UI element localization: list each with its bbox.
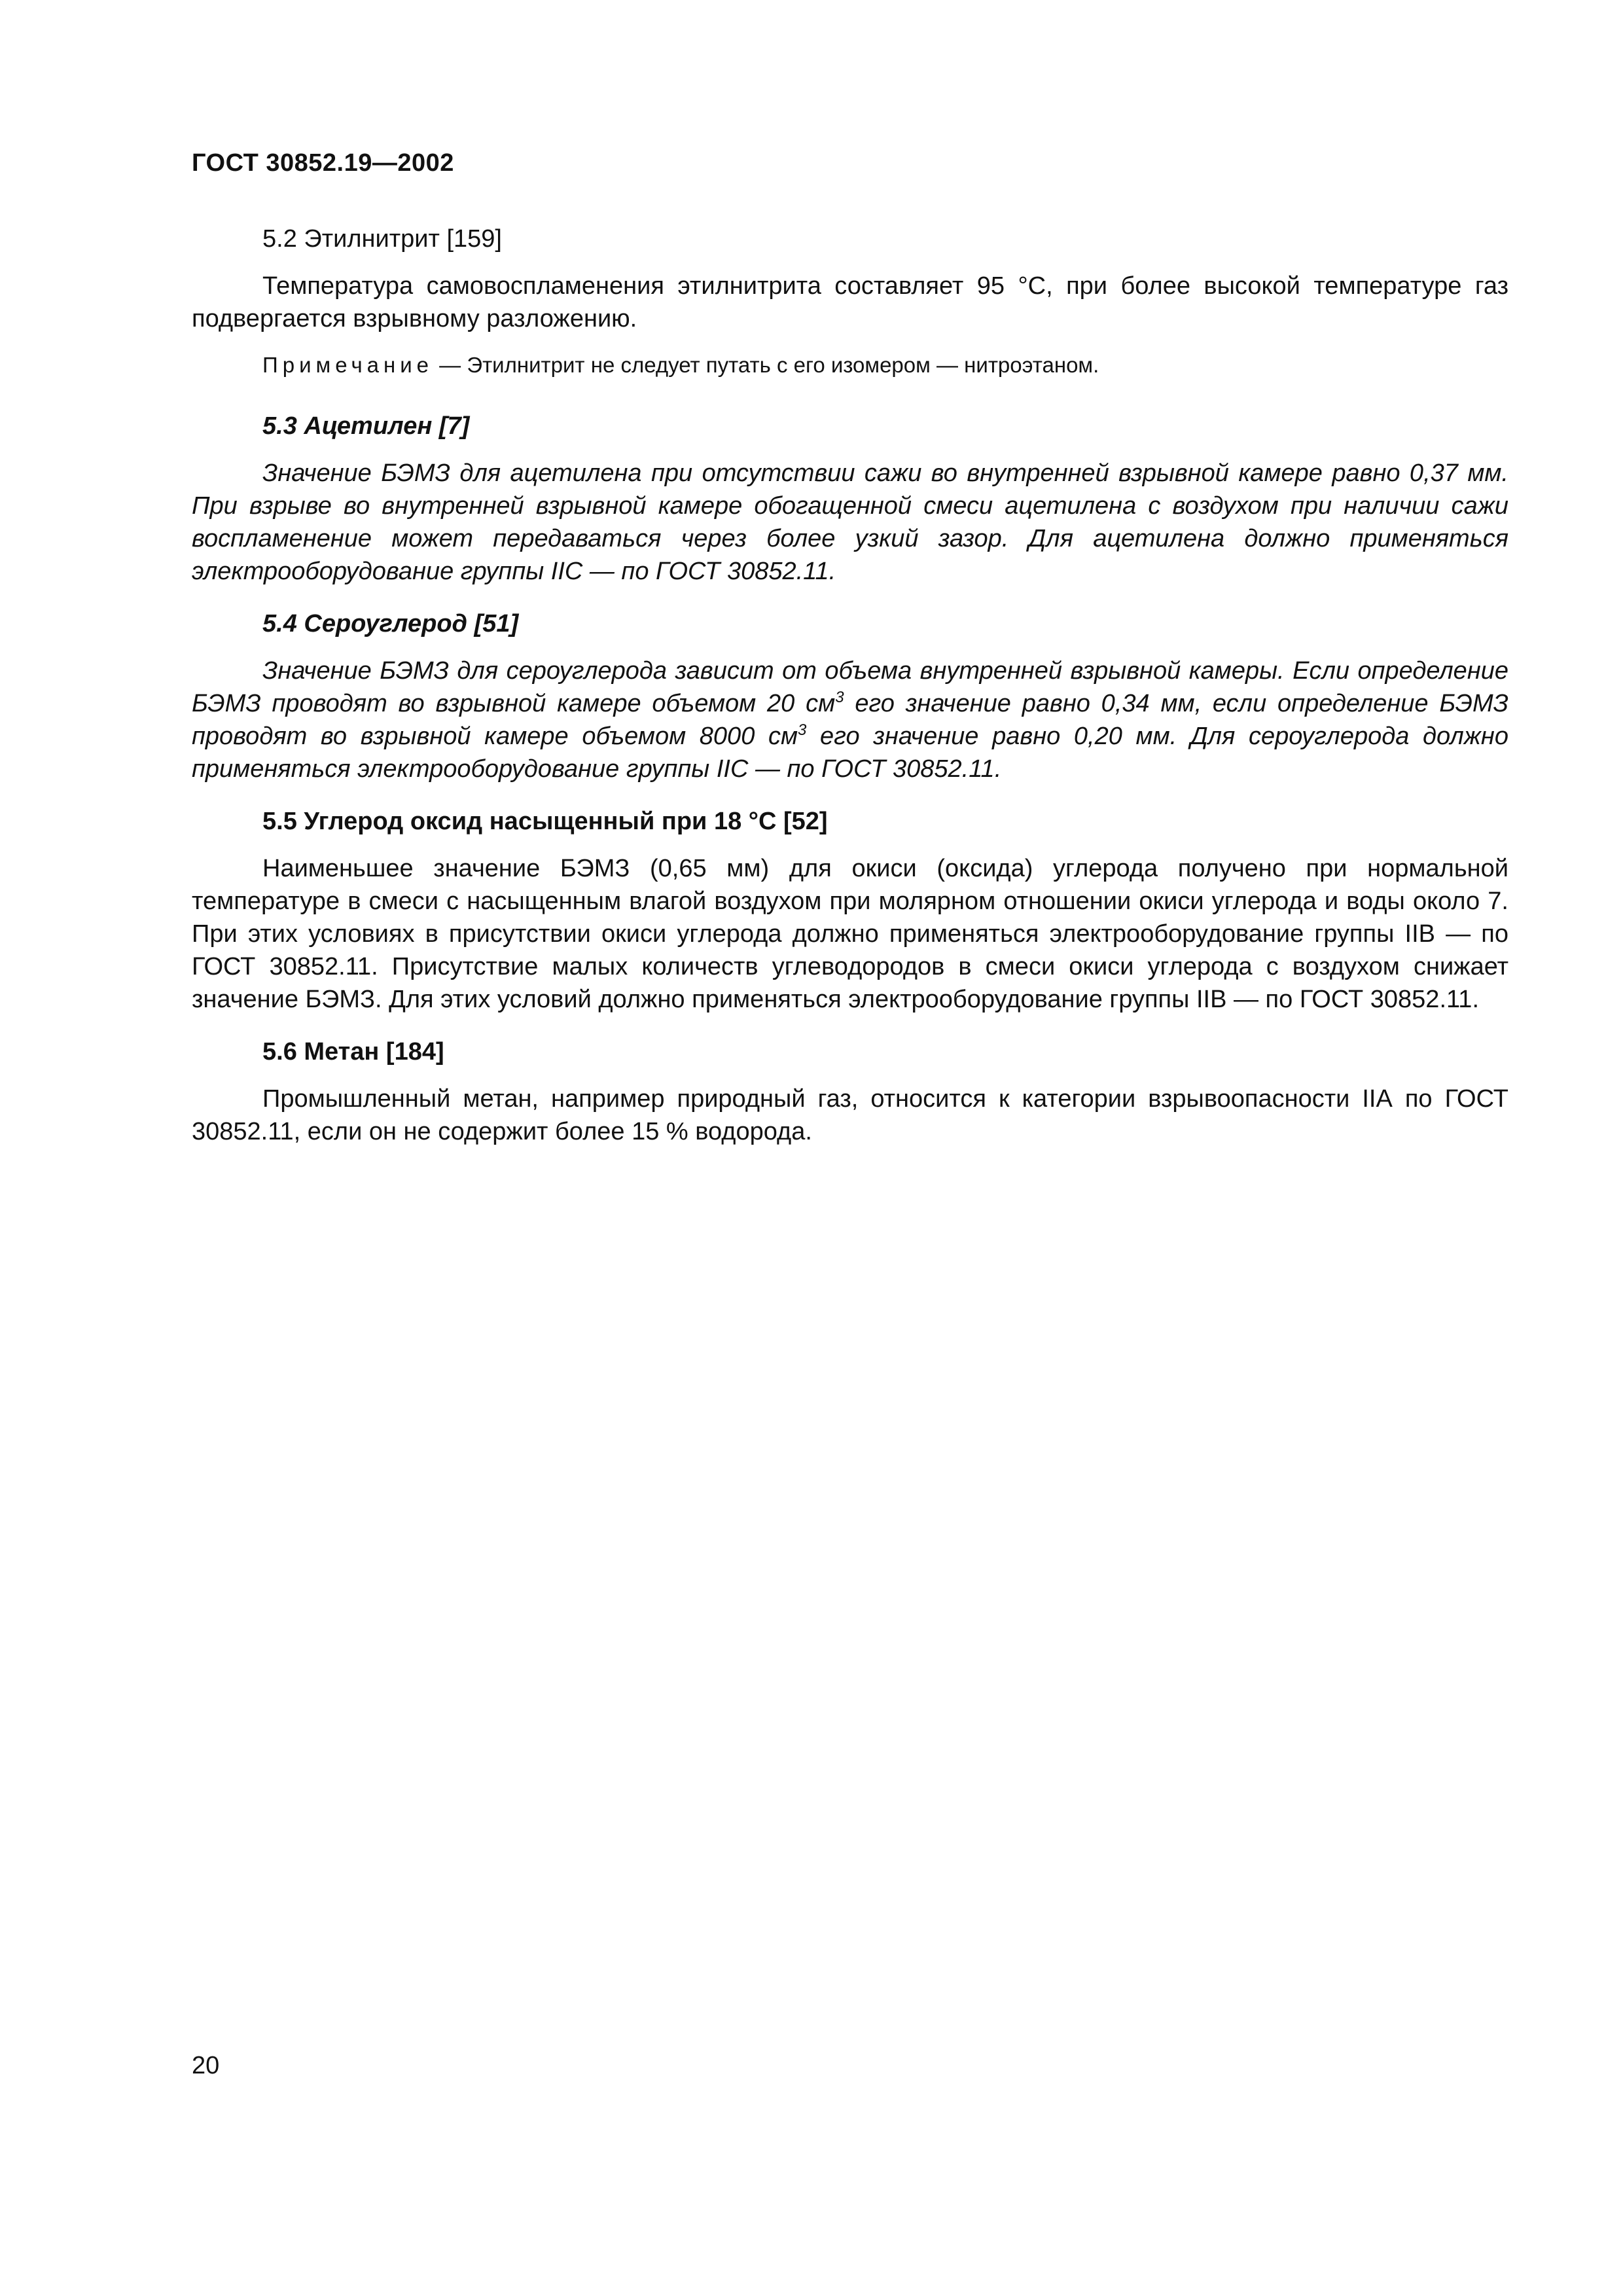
section-heading-5-4: 5.4 Сероуглерод [51] (262, 610, 519, 637)
superscript-cube-2: 3 (798, 721, 807, 739)
section-paragraph-5-3: Значение БЭМЗ для ацетилена при отсутствии сажи во внутренней взрывной камере равно 0,37 мм. При взрыве во внутренней взрывной камере обогащенной смеси ацетилена с воздухом при наличии сажи воспламенение может передаваться через более узкий зазор. Для ацетилена должно применяться электрооборудование группы IIС — по ГОСТ 30852.11. (192, 459, 1508, 585)
note-label: Примечание (262, 353, 434, 377)
section-paragraph-5-6: Промышленный метан, например природный газ, относится к категории взрывоопасности IIА по ГОСТ 30852.11, если он не содержит более 15 % водорода. (192, 1085, 1508, 1145)
page-number: 20 (192, 2052, 220, 2079)
paragraph-5-4-part2: его значение равно 0,34 мм, если определение БЭМЗ проводят во взрывной камере объемом 8000 см (192, 690, 1508, 750)
section-paragraph-5-5: Наименьшее значение БЭМЗ (0,65 мм) для окиси (оксида) углерода получено при нормальной температуре в смеси с насыщенным влагой воздухом при молярном отношении окиси углерода и воды около 7. При этих условиях в присутствии окиси углерода должно применяться электрооборудование группы IIВ — по ГОСТ 30852.11. Присутствие малых количеств углеводородов в смеси окиси углерода с воздухом снижает значение БЭМЗ. Для этих условий должно применяться электрооборудование группы IIВ — по ГОСТ 30852.11. (192, 855, 1508, 1013)
section-paragraph-5-4 (192, 655, 1508, 785)
section-heading-5-2: 5.2 Этилнитрит [159] (262, 225, 502, 253)
section-heading-5-5: 5.5 Углерод оксид насыщенный при 18 °С [52] (262, 808, 828, 835)
note-text: — Этилнитрит не следует путать с его изомером — нитроэтаном. (433, 353, 1099, 377)
superscript-cube-1: 3 (835, 689, 844, 706)
paragraph-5-4-part1: Значение БЭМЗ для сероуглерода зависит от объема внутренней взрывной камеры. Если определение БЭМЗ проводят во взрывной камере объемом 20 см (192, 657, 1508, 717)
note (192, 350, 1508, 381)
document-header: ГОСТ 30852.19—2002 (192, 149, 454, 177)
document-body (192, 223, 1508, 1148)
section-heading-5-6: 5.6 Метан [184] (262, 1038, 444, 1066)
paragraph-5-4-part3: его значение равно 0,20 мм. Для сероуглерода должно применяться электрооборудование группы IIС — по ГОСТ 30852.11. (192, 723, 1508, 783)
section-heading-5-3: 5.3 Ацетилен [7] (262, 412, 470, 440)
section-paragraph-5-2: Температура самовоспламенения этилнитрита составляет 95 °С, при более высокой температуре газ подвергается взрывному разложению. (192, 272, 1508, 332)
